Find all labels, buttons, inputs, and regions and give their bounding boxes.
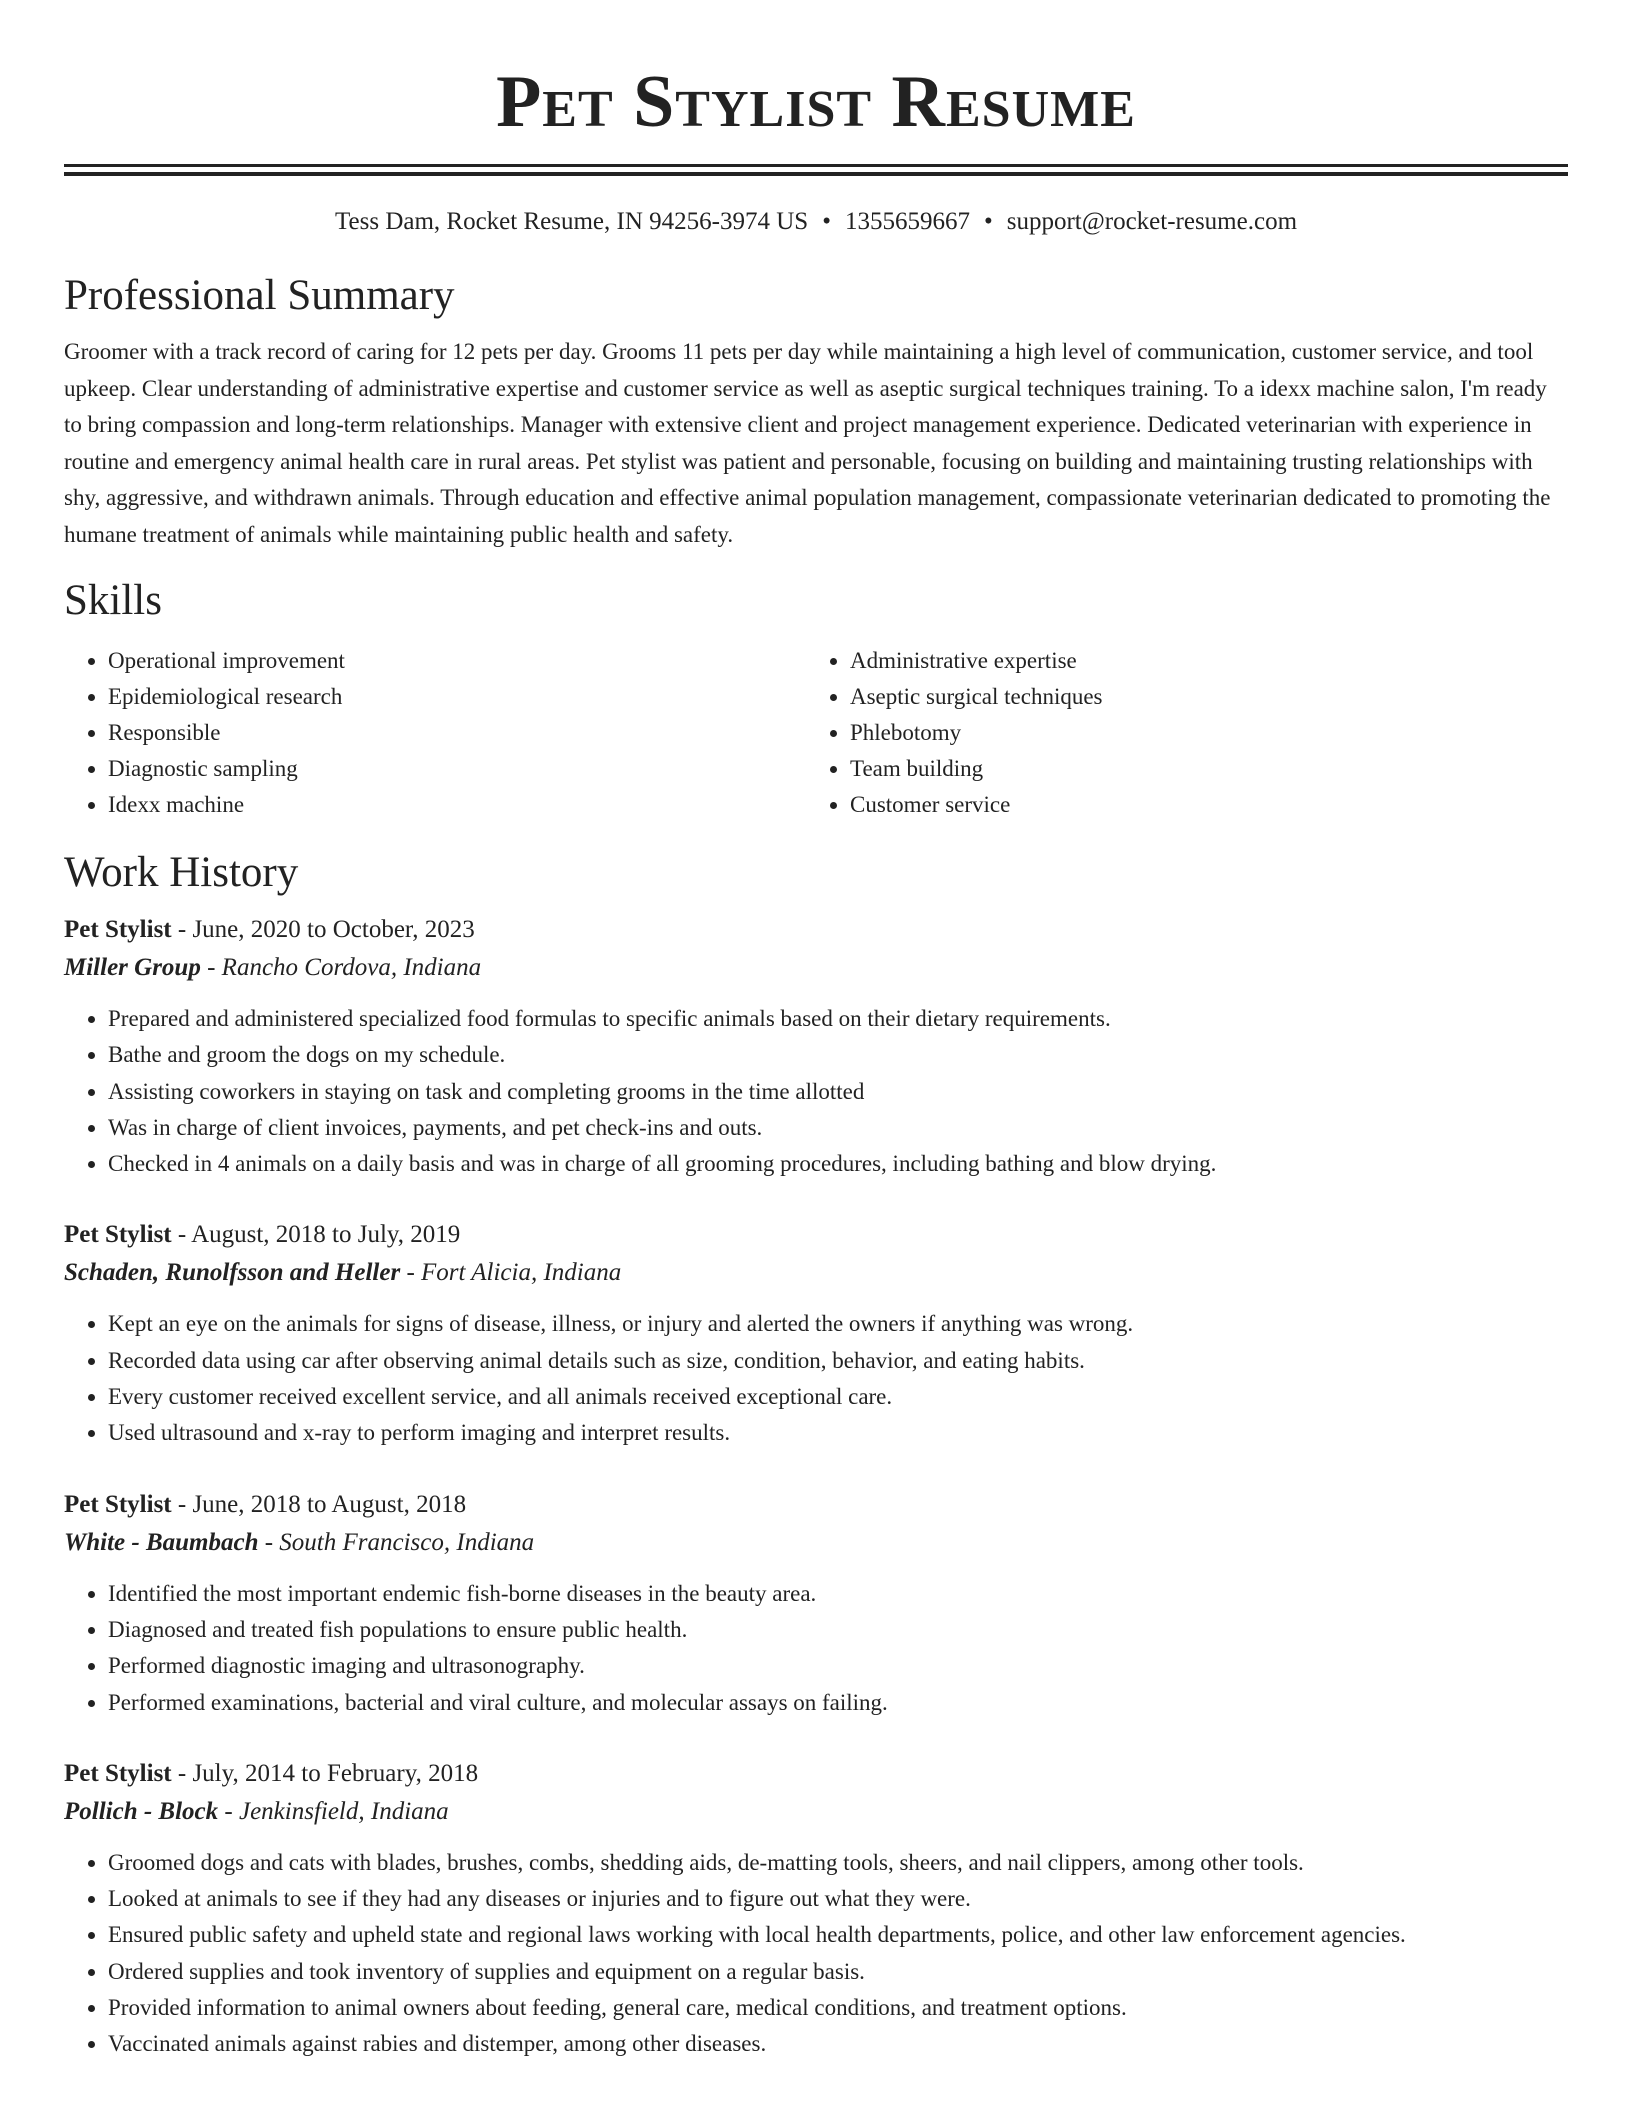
contact-separator: •: [822, 208, 831, 235]
job-title: Pet Stylist: [64, 1490, 172, 1518]
job-bullet: • Assisting coworkers in staying on task and completing grooms in the time allotted: [108, 1074, 1568, 1110]
skill-item: • Administrative expertise: [850, 643, 1548, 679]
job-bullet: • Recorded data using car after observing animal details such as size, condition, behavior, and eating habits.: [108, 1343, 1568, 1379]
company-name: Miller Group: [64, 954, 201, 981]
job-bullet: • Bathe and groom the dogs on my schedule.: [108, 1037, 1568, 1073]
job-bullet: • Used ultrasound and x-ray to perform imaging and interpret results.: [108, 1415, 1568, 1451]
job-entry: [64, 1216, 1568, 1451]
job-bullet: • Performed examinations, bacterial and viral culture, and molecular assays on failing.: [108, 1685, 1568, 1721]
job-bullets: [64, 1306, 1568, 1451]
company-line: [64, 1524, 1568, 1562]
skills-column-right: [806, 643, 1548, 823]
skill-item: • Idexx machine: [108, 787, 806, 823]
job-bullet: • Vaccinated animals against rabies and distemper, among other diseases.: [108, 2026, 1568, 2062]
company-line: [64, 1793, 1568, 1831]
job-title: Pet Stylist: [64, 916, 172, 943]
summary-heading: Professional Summary: [64, 272, 455, 319]
contact-line: [64, 206, 1568, 238]
job-bullet: • Prepared and administered specialized food formulas to specific animals based on their dietary requirements.: [108, 1001, 1568, 1037]
skill-item: • Aseptic surgical techniques: [850, 679, 1548, 715]
job-bullet: • Was in charge of client invoices, payments, and pet check-ins and outs.: [108, 1110, 1568, 1146]
job-entry: [64, 1755, 1568, 2063]
job-entry: [64, 1486, 1568, 1721]
title-divider: [64, 164, 1568, 176]
company-line: [64, 1254, 1568, 1292]
job-bullet: • Performed diagnostic imaging and ultrasonography.: [108, 1648, 1568, 1684]
job-bullet: • Identified the most important endemic fish-borne diseases in the beauty area.: [108, 1576, 1568, 1612]
job-title-line: [64, 911, 1568, 949]
skill-item: • Epidemiological research: [108, 679, 806, 715]
job-dates: - June, 2018 to August, 2018: [171, 1490, 467, 1518]
job-bullet: • Every customer received excellent service, and all animals received exceptional care.: [108, 1379, 1568, 1415]
skill-item: • Responsible: [108, 715, 806, 751]
job-title: Pet Stylist: [64, 1759, 172, 1787]
skills-heading: Skills: [64, 577, 162, 624]
contact-phone: 1355659667: [844, 208, 970, 235]
skills-column-left: [64, 643, 806, 823]
job-title-line: [64, 1755, 1568, 1793]
contact-address: Tess Dam, Rocket Resume, IN 94256-3974 US: [334, 208, 809, 235]
job-bullet: • Checked in 4 animals on a daily basis and was in charge of all grooming procedures, including bathing and blow drying.: [108, 1146, 1568, 1182]
company-line: [64, 949, 1568, 987]
job-bullet: • Ordered supplies and took inventory of supplies and equipment on a regular basis.: [108, 1954, 1568, 1990]
contact-separator: •: [983, 208, 993, 235]
job-bullets: [64, 1576, 1568, 1721]
company-name: White - Baumbach: [64, 1528, 259, 1556]
skill-item: • Operational improvement: [108, 643, 806, 679]
job-dates: - July, 2014 to February, 2018: [171, 1759, 479, 1787]
skills-list: [64, 643, 1568, 823]
company-location: - Fort Alicia, Indiana: [400, 1259, 622, 1287]
skill-item: • Phlebotomy: [850, 715, 1548, 751]
company-location: - South Francisco, Indiana: [258, 1528, 535, 1556]
summary-text: Groomer with a track record of caring for 12 pets per day. Grooms 11 pets per day while maintaining a high level of communication, customer service, and tool upkeep. Clear understanding of administrative expertise and customer service as well as aseptic surgical techniques training. To a idexx machine salon, I'm ready to bring compassion and long-term relationships. Manager with extensive client and project management experience. Dedicated veterinarian with experience in routine and emergency animal health care in rural areas. Pet stylist was patient and personable, focusing on building and maintaining trusting relationships with shy, aggressive, and withdrawn animals. Through education and effective animal population management, compassionate veterinarian dedicated to promoting the humane treatment of animals while maintaining public health and safety.: [64, 339, 1551, 547]
job-bullet: • Provided information to animal owners about feeding, general care, medical conditions, and treatment options.: [108, 1990, 1568, 2026]
job-bullets: [64, 1845, 1568, 2063]
job-bullet: • Kept an eye on the animals for signs of disease, illness, or injury and alerted the owners if anything was wrong.: [108, 1306, 1568, 1342]
skill-item: • Customer service: [850, 787, 1548, 823]
skill-item: • Team building: [850, 751, 1548, 787]
company-name: Schaden, Runolfsson and Heller: [64, 1259, 401, 1287]
job-bullet: • Diagnosed and treated fish populations to ensure public health.: [108, 1612, 1568, 1648]
resume-page: [64, 0, 1568, 2063]
job-title: Pet Stylist: [64, 1221, 172, 1249]
job-bullet: • Groomed dogs and cats with blades, brushes, combs, shedding aids, de-matting tools, sheers, and nail clippers, among other tools.: [108, 1845, 1568, 1881]
work-history-heading: Work History: [64, 849, 299, 896]
company-location: - Rancho Cordova, Indiana: [200, 954, 482, 981]
job-bullet: • Looked at animals to see if they had any diseases or injuries and to figure out what they were.: [108, 1881, 1568, 1917]
contact-email: support@rocket-resume.com: [1006, 208, 1298, 235]
job-dates: - June, 2020 to October, 2023: [171, 916, 475, 943]
job-title-line: [64, 1216, 1568, 1254]
resume-title: Pet Stylist Resume: [496, 61, 1136, 143]
job-dates: - August, 2018 to July, 2019: [171, 1221, 461, 1249]
job-bullets: [64, 1001, 1568, 1182]
skill-item: • Diagnostic sampling: [108, 751, 806, 787]
company-name: Pollich - Block: [64, 1797, 219, 1825]
job-entry: [64, 911, 1568, 1182]
company-location: - Jenkinsfield, Indiana: [218, 1797, 449, 1825]
job-bullet: • Ensured public safety and upheld state and regional laws working with local health departments, police, and other law enforcement agencies.: [108, 1917, 1568, 1953]
job-title-line: [64, 1486, 1568, 1524]
